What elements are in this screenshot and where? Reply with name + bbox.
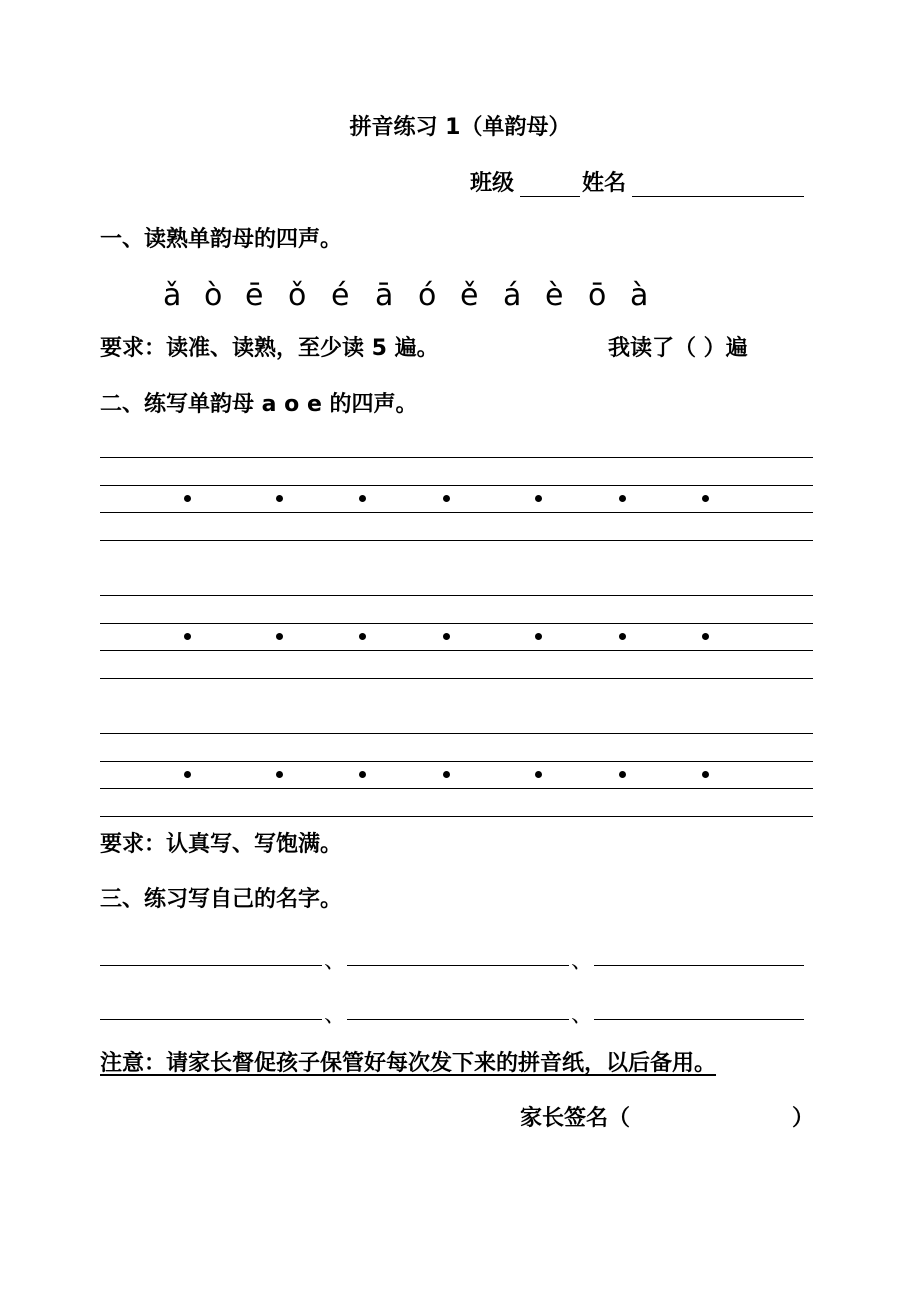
section2-requirement: 要求：认真写、写饱满。 (100, 832, 343, 857)
writing-guide-line (100, 816, 813, 817)
writing-guide-line (100, 485, 813, 486)
writing-dot (702, 633, 709, 640)
pinyin-syllable: ǒ (288, 278, 307, 313)
pinyin-syllable: à (630, 278, 649, 313)
writing-guide-line (100, 512, 813, 513)
writing-guide-line (100, 540, 813, 541)
page-title: 拼音练习 1（单韵母） (349, 115, 571, 140)
name-writing-line[interactable] (594, 965, 804, 966)
writing-dot (359, 771, 366, 778)
separator: 、 (571, 949, 594, 974)
writing-dot (619, 495, 626, 502)
class-field[interactable] (520, 172, 580, 197)
pinyin-syllable: ó (418, 278, 437, 313)
signature-label: 家长签名（ (520, 1106, 631, 1131)
section1-requirement: 要求：读准、读熟，至少读 5 遍。 (100, 336, 439, 361)
writing-guide-line (100, 650, 813, 651)
writing-dot (702, 495, 709, 502)
writing-guide-line (100, 761, 813, 762)
class-label: 班级 (470, 171, 515, 196)
writing-dot (359, 633, 366, 640)
writing-dot (443, 495, 450, 502)
writing-dot (619, 633, 626, 640)
signature-close: ） (792, 1106, 815, 1131)
pinyin-syllable: ē (245, 278, 264, 313)
name-writing-line[interactable] (100, 965, 322, 966)
read-count-label: 我读了（ ）遍 (608, 336, 748, 361)
section3-heading: 三、练习写自己的名字。 (100, 887, 343, 912)
parent-note: 注意：请家长督促孩子保管好每次发下来的拼音纸，以后备用。 (100, 1051, 717, 1076)
writing-dot (535, 633, 542, 640)
name-label: 姓名 (582, 171, 627, 196)
pinyin-syllable: ò (204, 278, 223, 313)
writing-dot (443, 633, 450, 640)
writing-dot (184, 771, 191, 778)
name-writing-line[interactable] (594, 1019, 804, 1020)
writing-guide-line (100, 595, 813, 596)
pinyin-syllable: ā (375, 278, 394, 313)
name-writing-line[interactable] (347, 965, 569, 966)
separator: 、 (324, 1003, 347, 1028)
name-field[interactable] (632, 172, 804, 197)
writing-dot (184, 633, 191, 640)
writing-dot (359, 495, 366, 502)
writing-dot (702, 771, 709, 778)
writing-dot (184, 495, 191, 502)
name-writing-line[interactable] (100, 1019, 322, 1020)
writing-guide-line (100, 733, 813, 734)
writing-guide-line (100, 457, 813, 458)
pinyin-syllable: ě (460, 278, 479, 313)
name-writing-line[interactable] (347, 1019, 569, 1020)
writing-guide-line (100, 623, 813, 624)
writing-dot (535, 495, 542, 502)
pinyin-syllable: è (545, 278, 564, 313)
writing-dot (276, 633, 283, 640)
pinyin-syllable: ō (588, 278, 607, 313)
writing-guide-line (100, 788, 813, 789)
writing-dot (276, 771, 283, 778)
pinyin-syllable: é (331, 278, 350, 313)
writing-guide-line (100, 678, 813, 679)
pinyin-syllable: ǎ (163, 278, 182, 313)
pinyin-syllable: á (503, 278, 522, 313)
separator: 、 (571, 1003, 594, 1028)
separator: 、 (324, 949, 347, 974)
section2-heading: 二、练写单韵母 a o e 的四声。 (100, 392, 418, 417)
writing-dot (619, 771, 626, 778)
section1-heading: 一、读熟单韵母的四声。 (100, 227, 343, 252)
writing-dot (535, 771, 542, 778)
writing-dot (276, 495, 283, 502)
writing-dot (443, 771, 450, 778)
